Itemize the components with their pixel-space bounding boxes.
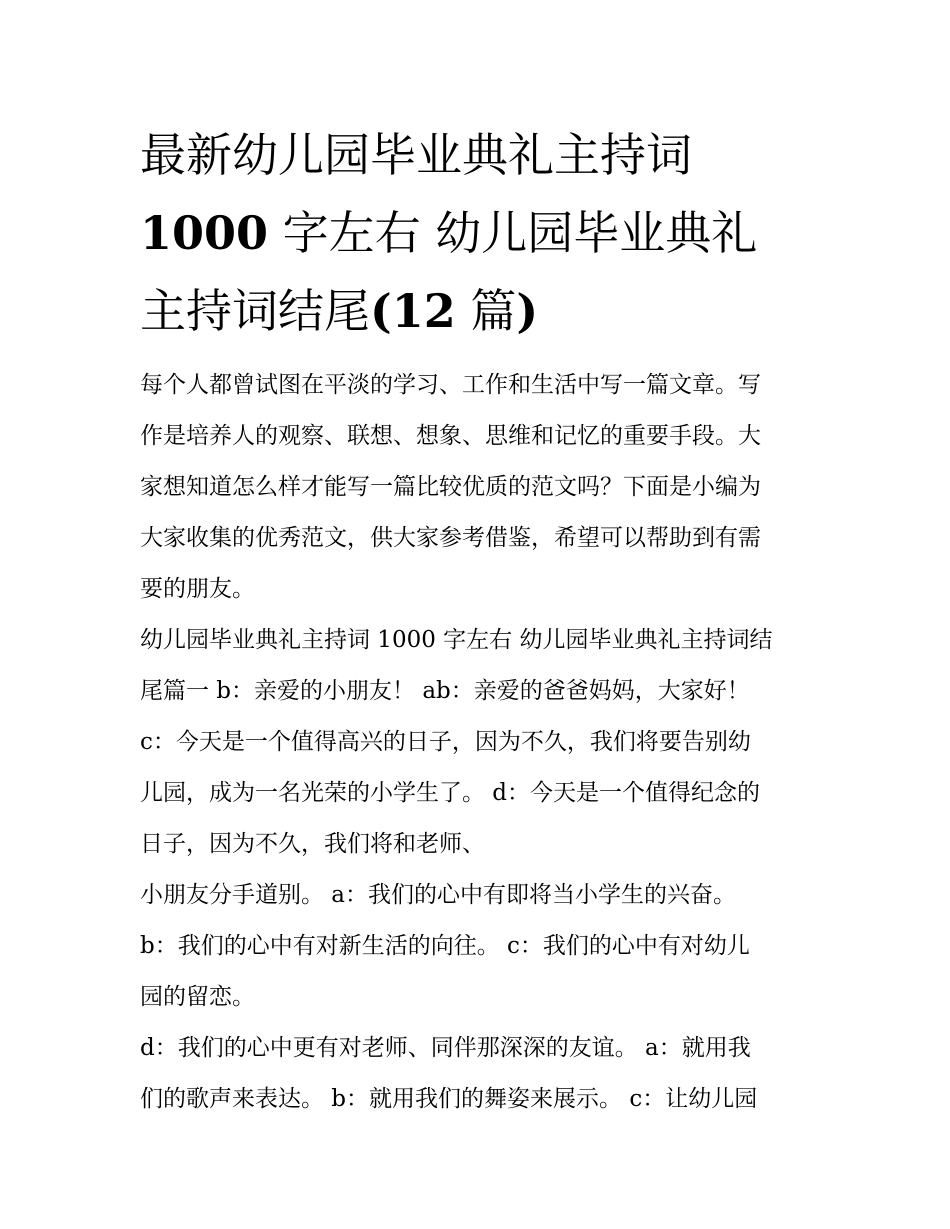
body-line: 园的留恋。 xyxy=(140,984,255,1010)
body-line: c：今天是一个值得高兴的日子，因为不久，我们将要告别幼 xyxy=(140,729,751,755)
body-line: 小朋友分手道别。 a：我们的心中有即将当小学生的兴奋。 xyxy=(140,882,737,908)
body-line: 家想知道怎么样才能写一篇比较优质的范文吗？下面是小编为 xyxy=(140,474,761,500)
body-line: 幼儿园毕业典礼主持词 1000 字左右 幼儿园毕业典礼主持词结 xyxy=(140,627,773,653)
document-body xyxy=(140,360,820,1125)
body-line: 要的朋友。 xyxy=(140,576,255,602)
body-line: 大家收集的优秀范文，供大家参考借鉴，希望可以帮助到有需 xyxy=(140,525,761,551)
title-line-2: 1000 字左右 幼儿园毕业典礼 xyxy=(140,206,758,260)
body-line: d：我们的心中更有对老师、同伴那深深的友谊。 a：就用我 xyxy=(140,1035,751,1061)
title-line-1: 最新幼儿园毕业典礼主持词 xyxy=(140,128,692,182)
body-line: 儿园，成为一名光荣的小学生了。 d：今天是一个值得纪念的 xyxy=(140,780,761,806)
document-title xyxy=(140,116,840,350)
body-line: 日子，因为不久，我们将和老师、 xyxy=(140,831,485,857)
body-line: 作是培养人的观察、联想、想象、思维和记忆的重要手段。大 xyxy=(140,423,761,449)
body-line: b：我们的心中有对新生活的向往。 c：我们的心中有对幼儿 xyxy=(140,933,750,959)
title-line-3: 主持词结尾(12 篇) xyxy=(140,284,539,338)
body-line: 尾篇一 b：亲爱的小朋友！ ab：亲爱的爸爸妈妈，大家好！ xyxy=(140,678,750,704)
body-line: 们的歌声来表达。 b：就用我们的舞姿来展示。 c：让幼儿园 xyxy=(140,1086,758,1112)
body-line: 每个人都曾试图在平淡的学习、工作和生活中写一篇文章。写 xyxy=(140,372,761,398)
